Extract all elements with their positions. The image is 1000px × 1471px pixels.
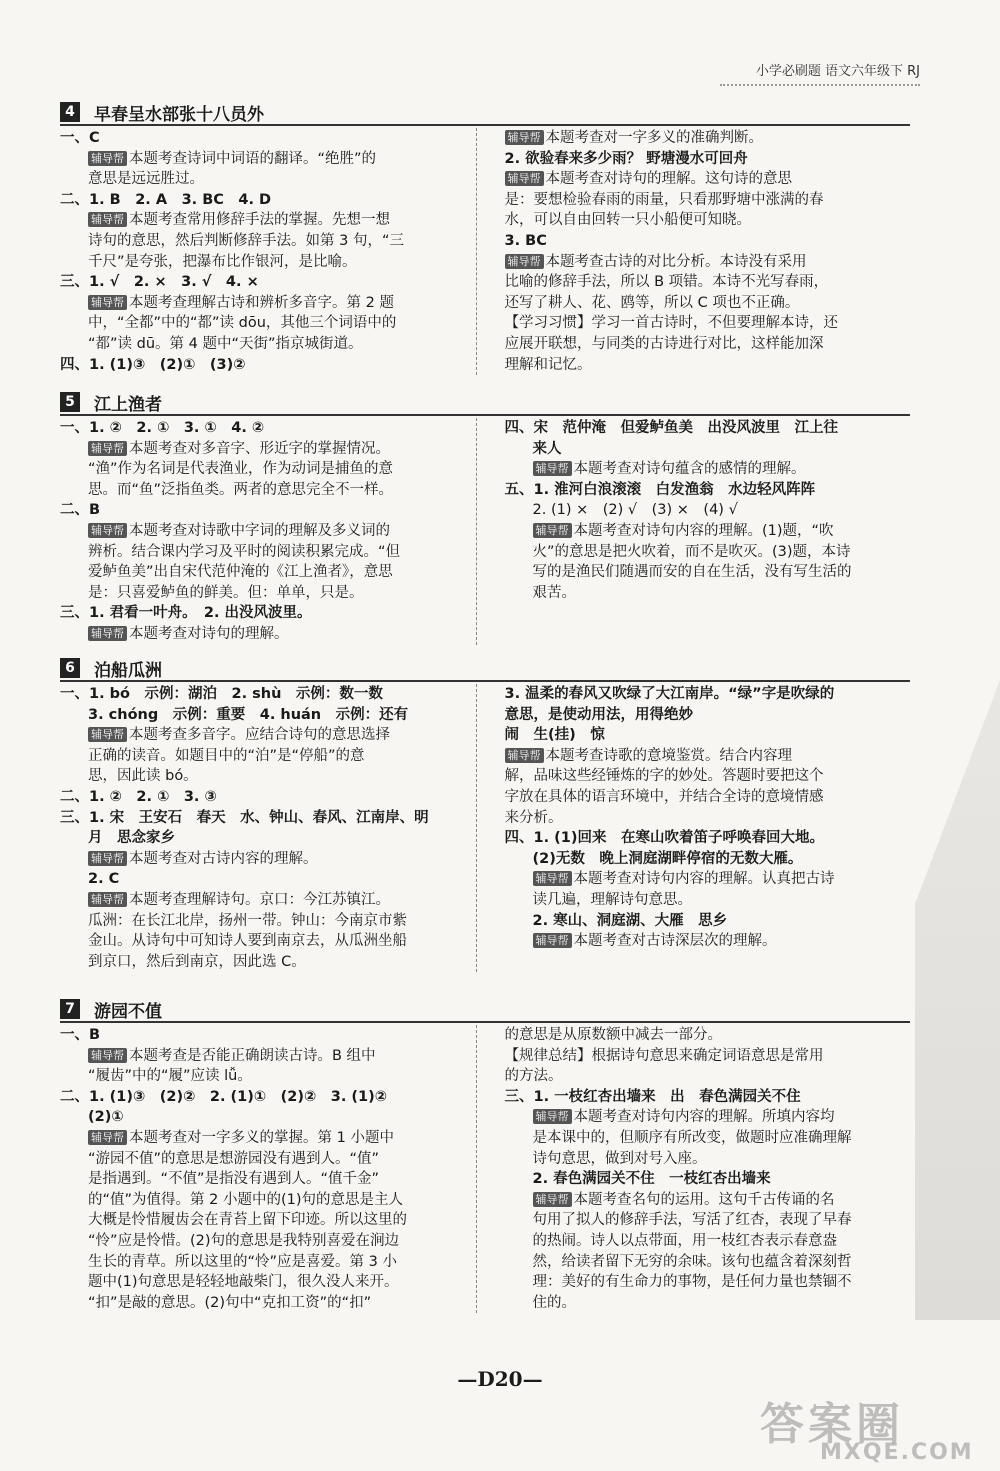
answer-line: [60, 169, 466, 190]
section-number: 5: [60, 392, 80, 412]
answer-line: [60, 624, 466, 645]
tutor-tag-badge: 辅导帮: [88, 295, 127, 310]
answer-text: (2)①: [88, 1109, 124, 1126]
answer-line: [60, 911, 466, 932]
answer-text: 本题考查理解诗句。京口：今江苏镇江。: [129, 891, 390, 908]
section-number: 6: [60, 658, 80, 678]
answer-line: [60, 542, 466, 563]
answer-text: 的方法。: [504, 1068, 563, 1085]
tutor-tag-badge: 辅导帮: [533, 933, 572, 948]
section-6: [60, 656, 910, 972]
answer-line: [60, 439, 466, 460]
answer-text: 应展开联想，与同类的古诗进行对比，这样能加深: [504, 335, 824, 352]
answer-text: 2. 春色满园关不住 一枝红杏出墙来: [532, 1171, 771, 1188]
answer-text: 生长的青草。所以这里的“怜”应是喜爱。第 3 小: [88, 1253, 397, 1270]
answer-line: [60, 808, 466, 829]
answer-line: [505, 1046, 911, 1067]
answer-text: “扣”是敲的意思。(2)句中“克扣工资”的“扣”: [88, 1294, 372, 1311]
answer-line: [505, 1169, 911, 1190]
tutor-tag-badge: 辅导帮: [88, 1048, 127, 1063]
tutor-tag-badge: 辅导帮: [533, 1109, 572, 1124]
answer-text: 诗句意思，做到对号入座。: [532, 1150, 707, 1167]
answer-line: [60, 418, 466, 439]
answer-text: 句用了拟人的修辞手法，写活了红杏，表现了早春: [532, 1212, 852, 1229]
answer-text: 3. chóng 示例：重要 4. huán 示例：还有: [88, 706, 409, 723]
section-title-bar: [60, 100, 910, 126]
answer-line: [505, 190, 911, 211]
answer-line: [60, 1066, 466, 1087]
answer-text: 解，品味这些经锤炼的字的妙处。答题时要把这个: [504, 768, 824, 785]
answer-text: 理解和记忆。: [504, 356, 592, 373]
answer-line: [505, 128, 911, 149]
tutor-tag-badge: 辅导帮: [505, 171, 544, 186]
answer-line: [505, 766, 911, 787]
answer-text: 火”的意思是把火吹着，而不是吹灭。(3)题，本诗: [532, 543, 851, 560]
answer-line: [505, 439, 911, 460]
answer-line: [505, 542, 911, 563]
answer-line: [505, 1272, 911, 1293]
answer-line: [60, 128, 466, 149]
answer-line: [505, 334, 911, 355]
answer-line: [505, 1252, 911, 1273]
answer-line: [60, 705, 466, 726]
answer-line: [505, 1149, 911, 1170]
answer-text: 的热闹。诗人以点带面，用一枝红杏表示春意盎: [532, 1232, 837, 1249]
answer-line: [60, 1252, 466, 1273]
answer-text: 是：只喜爱鲈鱼的鲜美。但：单单，只是。: [88, 584, 364, 601]
answer-line: [60, 766, 466, 787]
answer-text: 2. (1) × (2) √ (3) × (4) √: [532, 502, 738, 519]
answer-text: 三、1. 一枝红杏出墙来 出 春色满园关不住: [504, 1088, 801, 1105]
answer-text: “都”读 dū。第 4 题中“天街”指京城街道。: [88, 335, 363, 352]
answer-line: [60, 725, 466, 746]
answer-line: [60, 521, 466, 542]
answer-text: 2. 欲验春来多少雨？ 野塘漫水可回舟: [504, 150, 748, 167]
answer-line: [505, 313, 911, 334]
answer-line: [60, 869, 466, 890]
answer-text: 二、1. (1)③ (2)② 2. (1)① (2)② 3. (1)②: [60, 1088, 388, 1105]
answer-text: 艰苦。: [532, 584, 576, 601]
answer-line: [505, 1128, 911, 1149]
answer-text: 思。而“鱼”泛指鱼类。两者的意思完全不一样。: [88, 481, 394, 498]
answer-line: [60, 931, 466, 952]
tutor-tag-badge: 辅导帮: [505, 748, 544, 763]
tutor-tag-badge: 辅导帮: [88, 727, 127, 742]
answer-text: 3. BC: [504, 232, 547, 249]
answer-text: 理：美好的有生命力的事物，是任何力量也禁锢不: [532, 1274, 852, 1291]
answer-line: [60, 1210, 466, 1231]
answer-text: 本题考查对诗句内容的理解。(1)题，“吹: [573, 522, 834, 539]
answer-text: 3. 温柔的春风又吹绿了大江南岸。“绿”字是吹绿的: [504, 686, 835, 702]
answer-text: (2)无数 晚上洞庭湖畔停宿的无数大雁。: [532, 850, 803, 867]
tutor-tag-badge: 辅导帮: [533, 1192, 572, 1207]
answer-text: 本题考查对一字多义的准确判断。: [545, 130, 763, 146]
answer-text: 2. 寒山、洞庭湖、大雁 思乡: [532, 912, 728, 929]
answer-line: [505, 1025, 911, 1046]
answer-text: 是指遇到。“不值”是指没有遇到人。“值千金”: [88, 1171, 380, 1188]
answer-line: [505, 521, 911, 542]
answer-line: [60, 459, 466, 480]
decorative-side-shape: [915, 680, 1000, 1320]
answer-text: 来分析。: [504, 809, 563, 826]
answer-line: [505, 480, 911, 501]
answer-text: 写的是渔民们随遇而安的自在生活，没有写生活的: [532, 564, 852, 581]
answer-text: 意思，是使动用法，用得绝妙: [504, 706, 693, 723]
section-title: 泊船瓜洲: [94, 660, 162, 681]
answer-line: [60, 1128, 466, 1149]
answer-line: [60, 787, 466, 808]
answer-text: 还写了耕人、花、鸥等，所以 C 项也不正确。: [504, 294, 800, 311]
section-number: 4: [60, 102, 80, 122]
answer-line: [60, 583, 466, 604]
answer-line: [60, 1231, 466, 1252]
answer-line: [60, 1149, 466, 1170]
answer-line: [505, 890, 911, 911]
answer-line: [60, 1025, 466, 1046]
section-4: [60, 100, 910, 375]
answer-line: [60, 1293, 466, 1314]
tutor-tag-badge: 辅导帮: [88, 212, 127, 227]
answer-line: [505, 355, 911, 376]
answer-line: [60, 252, 466, 273]
answer-line: [60, 500, 466, 521]
answer-line: [60, 1169, 466, 1190]
answer-line: [505, 231, 911, 252]
answer-line: [60, 562, 466, 583]
answer-text: 爱鲈鱼美”出自宋代范仲淹的《江上渔者》，意思: [88, 564, 393, 581]
answer-line: [505, 911, 911, 932]
answer-text: 四、1. (1)回来 在寒山吹着笛子呼唤春回大地。: [504, 830, 824, 847]
answer-text: 月 思念家乡: [88, 830, 175, 847]
answer-text: 辨析。结合课内学习及平时的阅读积累完成。“但: [88, 543, 401, 560]
tutor-tag-badge: 辅导帮: [88, 851, 127, 866]
answer-line: [505, 1087, 911, 1108]
answer-line: [505, 583, 911, 604]
answer-line: [60, 746, 466, 767]
answer-line: [60, 334, 466, 355]
answer-line: [60, 952, 466, 973]
answer-text: 题中(1)句意思是轻轻地敲柴门，很久没人来开。: [88, 1274, 399, 1291]
answer-line: [60, 1087, 466, 1108]
answer-text: 诗句的意思，然后判断修辞手法。如第 3 句，“三: [88, 232, 404, 249]
answer-text: 一、1. bó 示例：湖泊 2. shù 示例：数一数: [60, 686, 383, 702]
tutor-tag-badge: 辅导帮: [505, 254, 544, 269]
answer-line: [60, 1046, 466, 1067]
answer-line: [505, 1293, 911, 1314]
answer-line: [505, 500, 911, 521]
answer-text: 【规律总结】根据诗句意思来确定词语意思是常用: [504, 1047, 824, 1064]
answer-line: [60, 293, 466, 314]
answer-line: [505, 725, 911, 746]
answer-line: [505, 849, 911, 870]
answer-line: [505, 1066, 911, 1087]
answer-line: [505, 272, 911, 293]
answer-line: [60, 849, 466, 870]
answer-text: 本题考查对诗句内容的理解。认真把古诗: [573, 871, 835, 888]
answer-line: [505, 808, 911, 829]
answer-line: [505, 705, 911, 726]
answer-line: [505, 1190, 911, 1211]
section-title-bar: [60, 997, 910, 1023]
answer-text: 本题考查对一字多义的掌握。第 1 小题中: [129, 1129, 394, 1146]
answer-text: 然，给读者留下无穷的余味。该句也蕴含着深刻哲: [532, 1253, 852, 1270]
tutor-tag-badge: 辅导帮: [533, 523, 572, 538]
answer-text: 意思是远远胜过。: [88, 171, 204, 188]
answer-text: 的意思是从原数额中减去一部分。: [504, 1027, 722, 1043]
answer-line: [60, 272, 466, 293]
answer-line: [505, 869, 911, 890]
answer-text: 来人: [532, 440, 562, 457]
answer-text: 三、1. 君看一叶舟。 2. 出没风波里。: [60, 605, 312, 622]
answer-text: “怜”应是怜惜。(2)句的意思是我特别喜爱在涧边: [88, 1232, 400, 1249]
answer-line: [505, 1210, 911, 1231]
answer-text: 本题考查是否能正确朗读古诗。B 组中: [129, 1047, 376, 1064]
answer-line: [505, 149, 911, 170]
answer-line: [60, 313, 466, 334]
right-column: [477, 1025, 911, 1313]
answer-line: [60, 603, 466, 624]
answer-line: [60, 1272, 466, 1293]
answer-text: 二、B: [60, 502, 101, 519]
answer-text: 本题考查对诗句蕴含的感情的理解。: [573, 461, 806, 478]
answer-line: [60, 355, 466, 376]
page-header: 小学必刷题 语文六年级下 RJ: [755, 64, 920, 79]
left-column: [60, 418, 477, 645]
right-column: [477, 128, 911, 375]
answer-text: 本题考查名句的运用。这句千古传诵的名: [573, 1191, 835, 1208]
answer-text: 千尺”是夸张，把瀑布比作银河，是比喻。: [88, 253, 357, 270]
answer-text: 本题考查多音字。应结合诗句的意思选择: [129, 727, 390, 744]
section-title-bar: [60, 656, 910, 682]
answer-line: [505, 562, 911, 583]
answer-text: 本题考查对诗句的理解。: [129, 625, 289, 642]
section-title: 早春呈水部张十八员外: [94, 104, 264, 125]
answer-text: 四、宋 范仲淹 但爱鲈鱼美 出没风波里 江上往: [504, 420, 838, 436]
section-title-bar: [60, 390, 910, 416]
header-rule: [720, 84, 920, 86]
answer-text: “履齿”中的“履”应读 lǚ。: [88, 1068, 252, 1085]
answer-text: 本题考查对诗歌中字词的理解及多义词的: [129, 522, 390, 539]
answer-text: 本题考查诗词中词语的翻译。“绝胜”的: [129, 150, 377, 167]
tutor-tag-badge: 辅导帮: [533, 871, 572, 886]
page-number: —D20—: [457, 1367, 543, 1391]
tutor-tag-badge: 辅导帮: [88, 892, 127, 907]
answer-line: [505, 746, 911, 767]
tutor-tag-badge: 辅导帮: [88, 626, 127, 641]
tutor-tag-badge: 辅导帮: [88, 151, 127, 166]
answer-text: 正确的读音。如题目中的“泊”是“停船”的意: [88, 747, 365, 764]
answer-text: 本题考查对诗句内容的理解。所填内容均: [573, 1109, 835, 1126]
tutor-tag-badge: 辅导帮: [88, 523, 127, 538]
answer-line: [505, 210, 911, 231]
left-column: [60, 684, 477, 972]
answer-text: 四、1. (1)③ (2)① (3)②: [60, 356, 246, 373]
watermark-url: MXQE.COM: [820, 1440, 974, 1465]
watermark-logo: 答案圈: [760, 1399, 904, 1450]
answer-text: 是：要想检验春雨的雨量，只看那野塘中涨满的春: [504, 191, 824, 208]
answer-line: [60, 210, 466, 231]
answer-text: 一、1. ② 2. ① 3. ① 4. ②: [60, 420, 265, 436]
section-number: 7: [60, 999, 80, 1019]
answer-text: 是本课中的，但顺序有所改变，做题时应准确理解: [532, 1129, 852, 1146]
answer-line: [505, 169, 911, 190]
right-column: [477, 418, 911, 645]
section-5: [60, 390, 910, 645]
answer-text: 本题考查古诗的对比分析。本诗没有采用: [545, 253, 807, 270]
tutor-tag-badge: 辅导帮: [88, 1130, 127, 1145]
answer-text: 水，可以自由回转一只小船便可知晓。: [504, 212, 751, 229]
section-title: 江上渔者: [94, 394, 162, 415]
answer-text: 本题考查对古诗深层次的理解。: [573, 933, 777, 950]
answer-text: 字放在具体的语言环境中，并结合全诗的意境情感: [504, 788, 824, 805]
answer-line: [60, 231, 466, 252]
answer-line: [505, 1107, 911, 1128]
answer-text: 思，因此读 bó。: [88, 768, 198, 785]
answer-text: 金山。从诗句中可知诗人要到南京去，从瓜洲坐船: [88, 933, 407, 950]
answer-line: [60, 480, 466, 501]
answer-text: 中，“全都”中的“都”读 dōu，其他三个词语中的: [88, 315, 397, 332]
answer-line: [505, 459, 911, 480]
answer-text: 闹 生(挂) 惊: [504, 727, 605, 744]
answer-line: [60, 1107, 466, 1128]
answer-text: 五、1. 淮河白浪滚滚 白发渔翁 水边轻风阵阵: [504, 481, 816, 498]
answer-line: [60, 828, 466, 849]
left-column: [60, 1025, 477, 1313]
left-column: [60, 128, 477, 375]
answer-text: 2. C: [88, 871, 120, 888]
answer-line: [505, 787, 911, 808]
tutor-tag-badge: 辅导帮: [505, 130, 544, 145]
answer-text: “游园不值”的意思是想游园没有遇到人。“值”: [88, 1150, 380, 1167]
answer-text: 瓜洲：在长江北岸，扬州一带。钟山：今南京市紫: [88, 912, 407, 929]
answer-text: 三、1. 宋 王安石 春天 水、钟山、春风、江南岸、明: [60, 809, 429, 826]
answer-text: 一、B: [60, 1027, 101, 1043]
answer-text: 本题考查对诗句的理解。这句诗的意思: [545, 171, 792, 188]
right-column: [477, 684, 911, 972]
tutor-tag-badge: 辅导帮: [88, 441, 127, 456]
answer-text: 到京口，然后到南京，因此选 C。: [88, 953, 306, 970]
answer-line: [60, 1190, 466, 1211]
answer-line: [505, 293, 911, 314]
answer-text: 一、C: [60, 130, 100, 146]
answer-line: [505, 1231, 911, 1252]
answer-text: 二、1. ② 2. ① 3. ③: [60, 788, 217, 805]
answer-text: 本题考查对古诗内容的理解。: [129, 850, 318, 867]
answer-line: [60, 190, 466, 211]
answer-text: 本题考查对多音字、形近字的掌握情况。: [129, 440, 390, 457]
answer-line: [505, 252, 911, 273]
answer-text: 大概是怜惜履齿会在青苔上留下印迹。所以这里的: [88, 1212, 407, 1229]
section-7: [60, 997, 910, 1313]
answer-line: [505, 931, 911, 952]
answer-text: 本题考查理解古诗和辨析多音字。第 2 题: [129, 294, 394, 311]
answer-line: [60, 890, 466, 911]
answer-line: [60, 684, 466, 705]
answer-line: [505, 684, 911, 705]
answer-line: [505, 828, 911, 849]
answer-text: 本题考查诗歌的意境鉴赏。结合内容理: [545, 747, 792, 764]
tutor-tag-badge: 辅导帮: [533, 461, 572, 476]
answer-text: 的“值”为值得。第 2 小题中的(1)句的意思是主人: [88, 1191, 404, 1208]
section-title: 游园不值: [94, 1001, 162, 1022]
answer-line: [505, 418, 911, 439]
answer-text: 二、1. B 2. A 3. BC 4. D: [60, 191, 272, 208]
answer-text: 三、1. √ 2. × 3. √ 4. ×: [60, 274, 259, 291]
answer-text: 【学习习惯】学习一首古诗时，不但要理解本诗，还: [504, 315, 838, 332]
answer-text: 读几遍，理解诗句意思。: [532, 891, 692, 908]
answer-text: 比喻的修辞手法，所以 B 项错。本诗不光写春雨，: [504, 274, 829, 291]
answer-text: 本题考查常用修辞手法的掌握。先想一想: [129, 212, 390, 229]
answer-text: 住的。: [532, 1294, 576, 1311]
answer-line: [60, 149, 466, 170]
answer-text: “渔”作为名词是代表渔业，作为动词是捕鱼的意: [88, 461, 394, 478]
